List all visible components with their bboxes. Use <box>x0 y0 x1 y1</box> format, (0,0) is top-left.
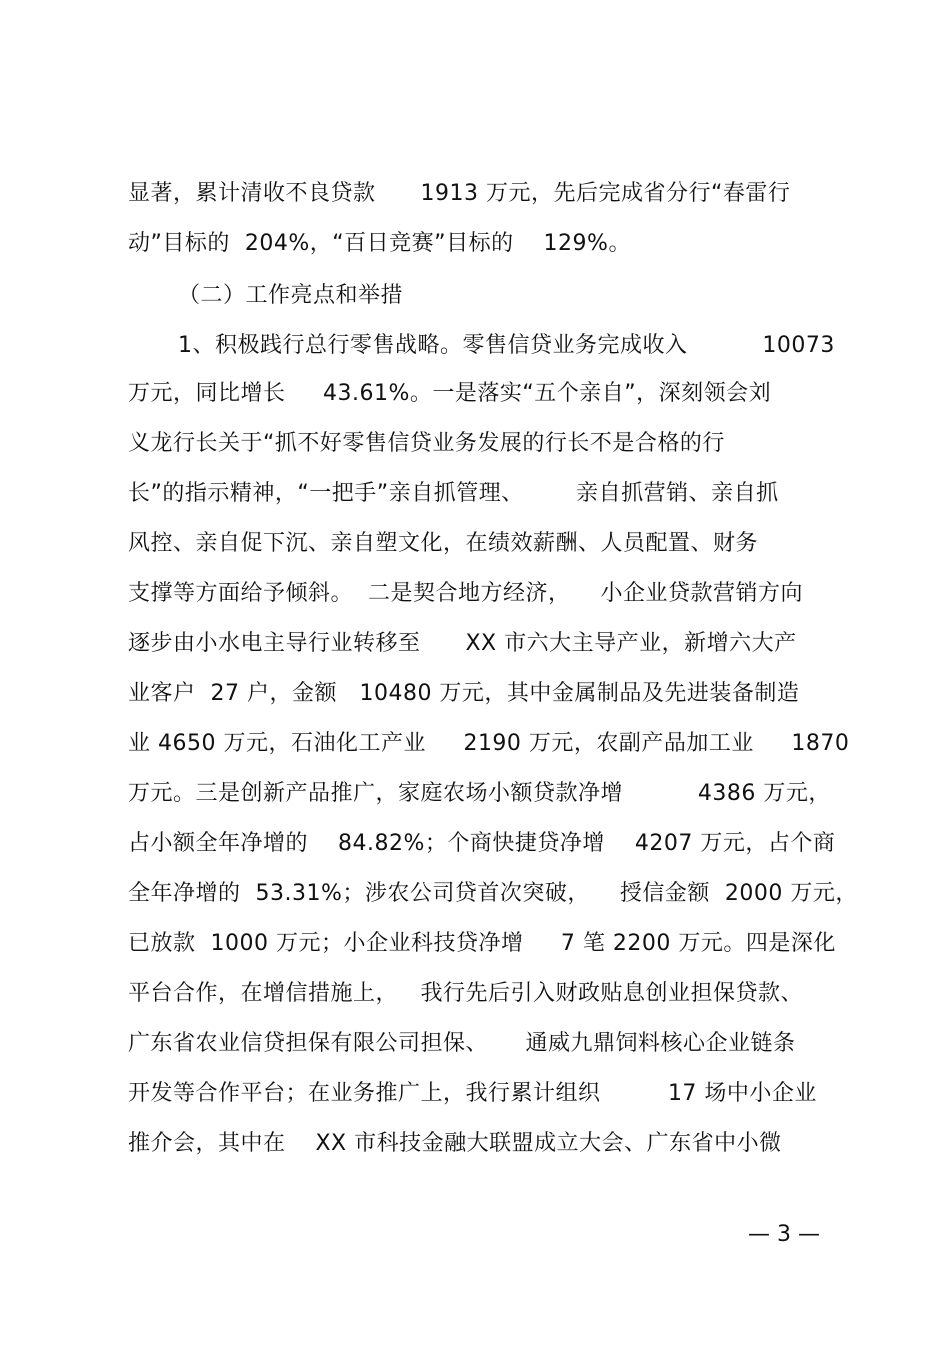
text-line: 逐步由小水电主导行业转移至 XX 市六大主导产业，新增六大产 <box>128 631 797 656</box>
text-line: 业客户 27 户，金额 10480 万元，其中金属制品及先进装备制造 <box>128 681 800 706</box>
text-line: 已放款 1000 万元；小企业科技贷净增 7 笔 2200 万元。四是深化 <box>128 931 836 956</box>
text-line: 全年净增的 53.31%；涉农公司贷首次突破， 授信金额 2000 万元， <box>128 881 858 906</box>
text-line: 业 4650 万元，石油化工产业 2190 万元，农副产品加工业 1870 <box>128 731 850 756</box>
text-line: 动”目标的 204%，“百日竞赛”目标的 129%。 <box>128 231 631 256</box>
text-line: 义龙行长关于“抓不好零售信贷业务发展的行长不是合格的行 <box>128 431 725 456</box>
text-line: 显著，累计清收不良贷款 1913 万元，先后完成省分行“春雷行 <box>128 181 791 206</box>
text-line: 万元，同比增长 43.61%。一是落实“五个亲自”，深刻领会刘 <box>128 381 772 406</box>
text-line: 长”的指示精神，“一把手”亲自抓管理、 亲自抓营销、亲自抓 <box>128 481 779 506</box>
text-line: 广东省农业信贷担保有限公司担保、 通威九鼎饲料核心企业链条 <box>128 1031 796 1056</box>
text-line: 推介会，其中在 XX 市科技金融大联盟成立大会、广东省中小微 <box>128 1131 782 1156</box>
text-line: 风控、亲自促下沉、亲自塑文化，在绩效薪酬、人员配置、财务 <box>128 531 759 556</box>
section-heading: （二）工作亮点和举措 <box>178 283 404 308</box>
page-number: — 3 — <box>748 1222 820 1247</box>
text-line: 支撑等方面给予倾斜。 二是契合地方经济， 小企业贷款营销方向 <box>128 581 803 606</box>
text-line: 1、积极践行总行零售战略。零售信贷业务完成收入 10073 <box>178 333 835 358</box>
text-line: 平台合作，在增信措施上， 我行先后引入财政贴息创业担保贷款、 <box>128 981 803 1006</box>
text-line: 开发等合作平台；在业务推广上，我行累计组织 17 场中小企业 <box>128 1081 817 1106</box>
text-line: 万元。三是创新产品推广，家庭农场小额贷款净增 4386 万元， <box>128 781 831 806</box>
text-line: 占小额全年净增的 84.82%；个商快捷贷净增 4207 万元，占个商 <box>128 831 836 856</box>
